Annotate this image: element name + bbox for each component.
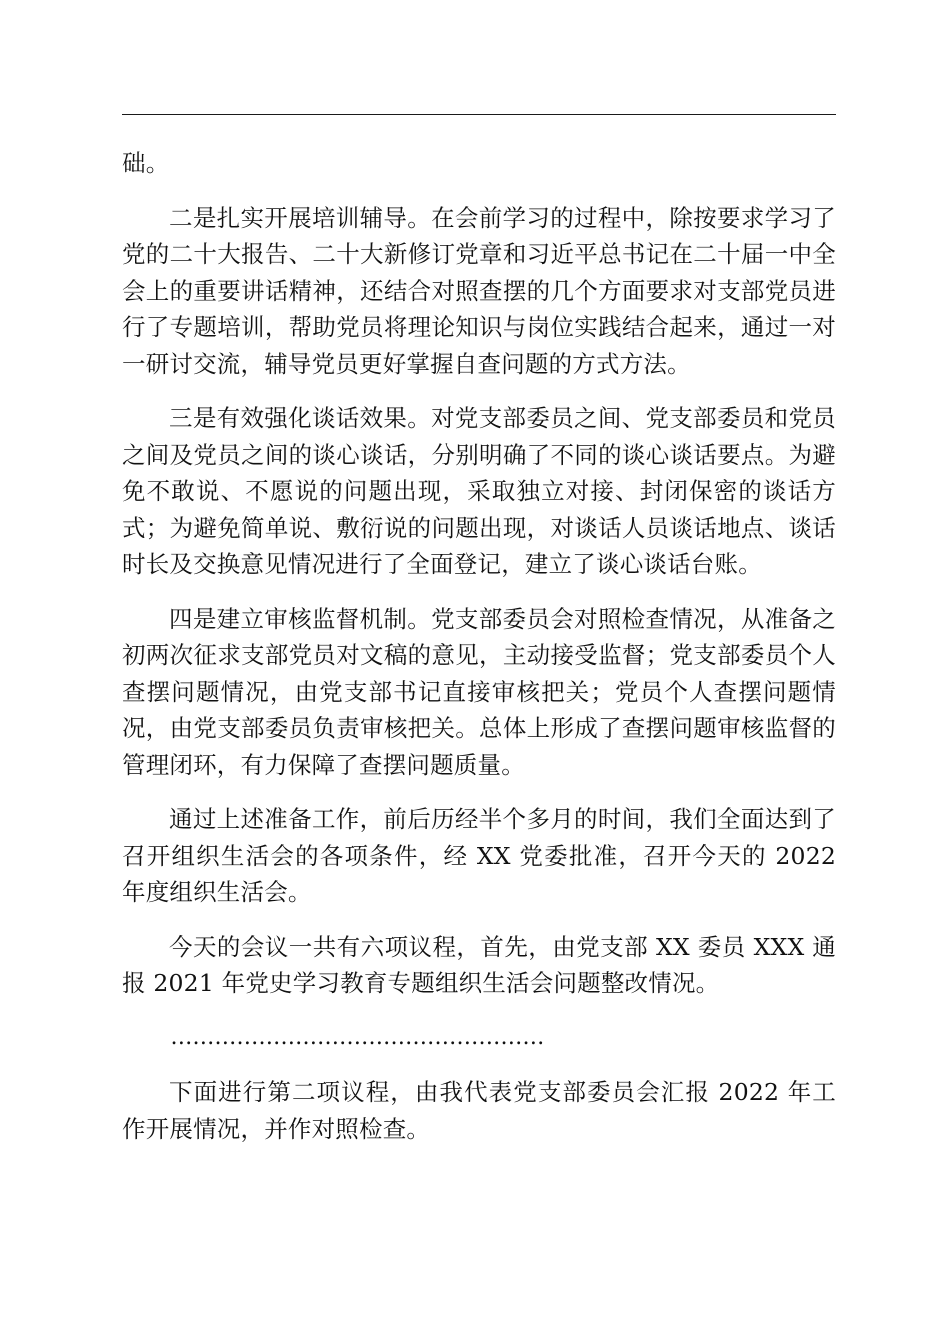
document-body: [122, 145, 836, 1165]
paragraph-agenda: 今天的会议一共有六项议程，首先，由党支部 XX 委员 XXX 通报 2021 年党史学习教育专题组织生活会问题整改情况。: [122, 932, 836, 997]
paragraph-continuation: 础。: [122, 149, 170, 177]
header-rule: [122, 114, 836, 115]
paragraph-review-mechanism: 四是建立审核监督机制。党支部委员会对照检查情况，从准备之初两次征求支部党员对文稿的意见，主动接受监督；党支部委员个人查摆问题情况，由党支部书记直接审核把关；党员个人查摆问题情况，由党支部委员负责审核把关。总体上形成了查摆问题审核监督的管理闭环，有力保障了查摆问题质量。: [122, 604, 836, 779]
ellipsis-divider: ……………………………………………: [170, 1024, 545, 1050]
paragraph-second-item: 下面进行第二项议程，由我代表党支部委员会汇报 2022 年工作开展情况，并作对照检查。: [122, 1078, 836, 1143]
paragraph-preparation-summary: 通过上述准备工作，前后历经半个多月的时间，我们全面达到了召开组织生活会的各项条件，经 XX 党委批准，召开今天的 2022 年度组织生活会。: [122, 805, 836, 906]
paragraph-talks: 三是有效强化谈话效果。对党支部委员之间、党支部委员和党员之间及党员之间的谈心谈话，分别明确了不同的谈心谈话要点。为避免不敢说、不愿说的问题出现，采取独立对接、封闭保密的谈话方式；为避免简单说、敷衍说的问题出现，对谈话人员谈话地点、谈话时长及交换意见情况进行了全面登记，建立了谈心谈话台账。: [122, 404, 836, 578]
paragraph-training: 二是扎实开展培训辅导。在会前学习的过程中，除按要求学习了党的二十大报告、二十大新修订党章和习近平总书记在二十届一中全会上的重要讲话精神，还结合对照查摆的几个方面要求对支部党员进行了专题培训，帮助党员将理论知识与岗位实践结合起来，通过一对一研讨交流，辅导党员更好掌握自查问题的方式方法。: [122, 203, 836, 378]
